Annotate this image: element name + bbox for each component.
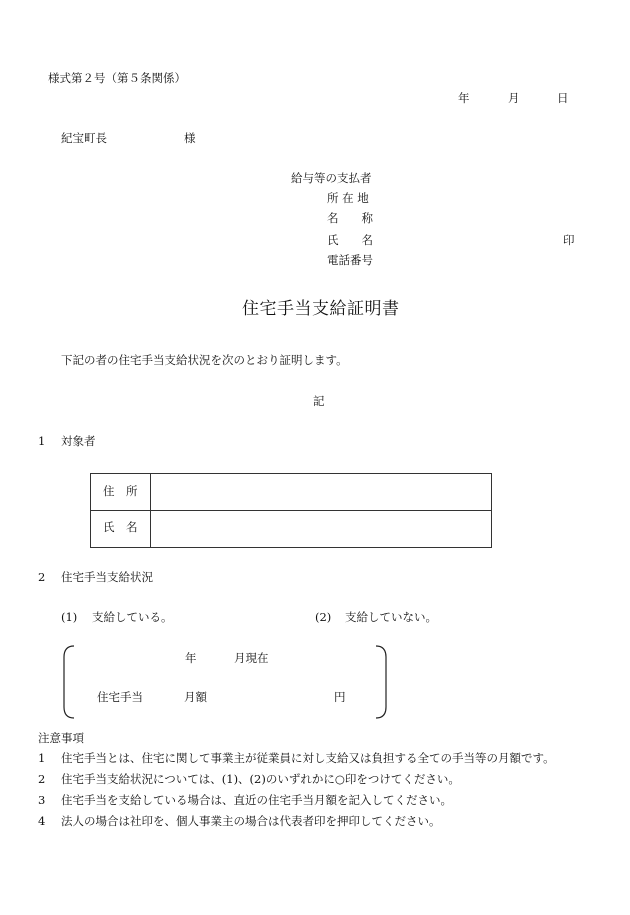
ki-label: 記 <box>313 394 325 408</box>
form-number: 様式第２号（第５条関係） <box>48 71 186 85</box>
date-day: 日 <box>557 91 569 105</box>
intro-text: 下記の者の住宅手当支給状況を次のとおり証明します。 <box>61 353 348 367</box>
date-year: 年 <box>458 91 470 105</box>
monthly-amount-label: 月額 <box>184 690 207 704</box>
section2-number: 2 <box>38 570 46 584</box>
note-3-number: 3 <box>38 793 46 807</box>
seal-mark: 印 <box>563 233 575 247</box>
payer-phone-label: 電話番号 <box>327 253 373 267</box>
note-2-text: 住宅手当支給状況については、(1)、(2)のいずれかに○印をつけてください。 <box>61 772 460 786</box>
payer-person-label: 氏 名 <box>327 233 373 247</box>
payer-address-label: 所 在 地 <box>327 191 369 205</box>
option1-number[interactable]: (1) <box>61 610 78 624</box>
date-month: 月 <box>508 91 520 105</box>
left-bracket <box>60 645 76 720</box>
name-label: 氏 名 <box>103 520 138 534</box>
allowance-label: 住宅手当 <box>97 690 143 704</box>
right-bracket <box>374 645 390 720</box>
section1-number: 1 <box>38 434 46 448</box>
section2-label: 住宅手当支給状況 <box>61 570 153 584</box>
as-of-month: 月現在 <box>234 651 269 665</box>
document-title: 住宅手当支給証明書 <box>242 299 400 319</box>
note-1-text: 住宅手当とは、住宅に関して事業主が従業員に対し支給又は負担する全ての手当等の月額です。 <box>61 751 555 765</box>
note-4-number: 4 <box>38 814 46 828</box>
option2-number[interactable]: (2) <box>315 610 332 624</box>
section1-label: 対象者 <box>61 434 96 448</box>
payer-heading: 給与等の支払者 <box>291 171 372 185</box>
note-4-text: 法人の場合は社印を、個人事業主の場合は代表者印を押印してください。 <box>61 814 441 828</box>
payer-name-label: 名 称 <box>327 211 373 225</box>
as-of-year: 年 <box>185 651 197 665</box>
option2-text: 支給していない。 <box>345 610 437 624</box>
note-2-number: 2 <box>38 772 46 786</box>
subject-table-column-divider <box>150 473 151 547</box>
addressee-honorific: 様 <box>184 131 196 145</box>
address-label: 住 所 <box>103 484 138 498</box>
option1-text: 支給している。 <box>92 610 173 624</box>
note-3-text: 住宅手当を支給している場合は、直近の住宅手当月額を記入してください。 <box>61 793 452 807</box>
yen-unit: 円 <box>334 690 346 704</box>
addressee-name: 紀宝町長 <box>61 131 107 145</box>
notes-heading: 注意事項 <box>38 731 84 745</box>
note-1-number: 1 <box>38 751 46 765</box>
